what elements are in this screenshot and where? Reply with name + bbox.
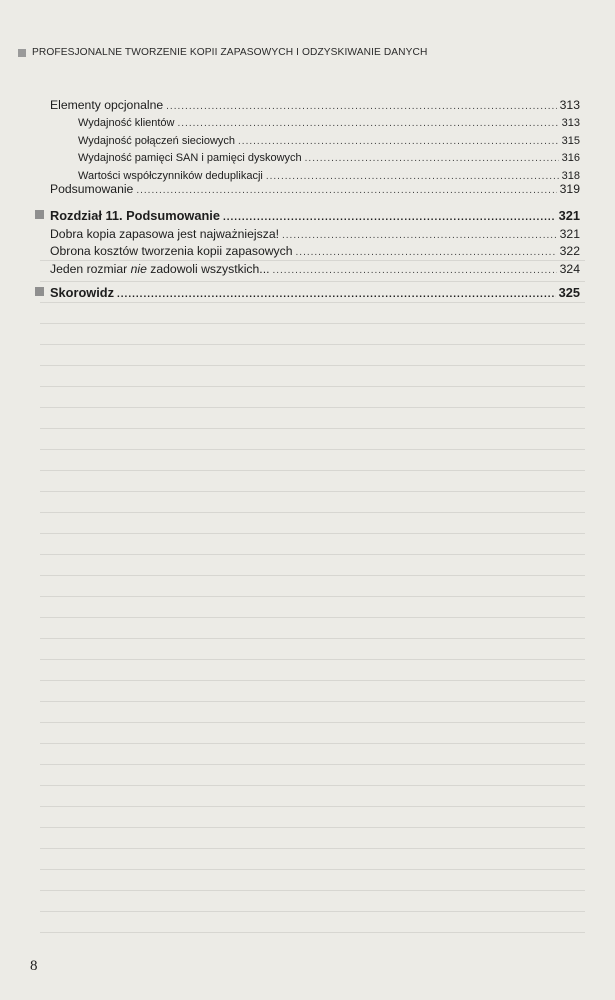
toc-entry-title: Rozdział 11. Podsumowanie (50, 208, 220, 223)
toc-entry-title: Elementy opcjonalne (50, 98, 164, 112)
toc-entry (78, 152, 580, 164)
toc-entry (78, 135, 580, 147)
toc-entry-page: 322 (559, 244, 580, 258)
toc-entry-title (50, 262, 269, 276)
toc-entry-page: 321 (558, 208, 580, 223)
toc-leader (266, 172, 559, 182)
toc-leader (223, 213, 556, 223)
toc-entry-title: Wydajność pamięci SAN i pamięci dyskowych (78, 152, 302, 164)
toc-entry-page: 316 (561, 152, 580, 164)
toc-leader (166, 102, 557, 112)
toc-entry-page: 325 (558, 285, 580, 300)
toc-entry-page: 319 (559, 182, 580, 196)
running-header (18, 47, 595, 58)
toc-leader (282, 231, 557, 241)
toc-entry-page: 324 (559, 262, 580, 276)
toc-entry (78, 117, 580, 129)
header-title: PROFESJONALNE TWORZENIE KOPII ZAPASOWYCH I ODZYSKIWANIE DANYCH (32, 47, 428, 58)
toc-entry-title: Obrona kosztów tworzenia kopii zapasowych (50, 244, 293, 258)
toc-entry-page: 315 (561, 135, 580, 147)
chapter-square-icon (35, 210, 44, 219)
show-through-text (40, 260, 585, 940)
toc-leader (238, 137, 559, 147)
toc-entry-title: Wartości współczynników deduplikacji (78, 170, 263, 182)
toc-leader (136, 186, 556, 196)
toc-entry (78, 170, 580, 182)
toc-entry-page: 318 (561, 170, 580, 182)
toc-leader (296, 248, 557, 258)
toc-entry (50, 244, 580, 258)
toc-entry-page: 313 (561, 117, 580, 129)
title-part: Jeden rozmiar (50, 262, 131, 276)
toc-chapter-entry (35, 285, 580, 300)
toc-entry-title: Podsumowanie (50, 182, 134, 196)
toc-leader (178, 119, 559, 129)
toc-entry-page: 313 (559, 98, 580, 112)
toc-chapter-entry (35, 208, 580, 223)
toc-entry-page: 321 (559, 227, 580, 241)
toc-leader (117, 290, 556, 300)
toc-entry (50, 182, 580, 196)
toc-entry-title: Wydajność połączeń sieciowych (78, 135, 236, 147)
toc-entry-title: Skorowidz (50, 285, 114, 300)
toc-leader (305, 154, 559, 164)
toc-leader (272, 266, 556, 276)
page-number: 8 (30, 958, 38, 974)
toc-entry-title: Wydajność klientów (78, 117, 175, 129)
header-square-icon (18, 49, 26, 57)
toc-entry (50, 98, 580, 112)
toc-entry-title: Dobra kopia zapasowa jest najważniejsza! (50, 227, 279, 241)
title-part: zadowoli wszystkich... (146, 262, 270, 276)
chapter-square-icon (35, 287, 44, 296)
title-emphasis: nie (130, 262, 147, 276)
toc-entry (50, 227, 580, 241)
toc-entry (50, 262, 580, 276)
